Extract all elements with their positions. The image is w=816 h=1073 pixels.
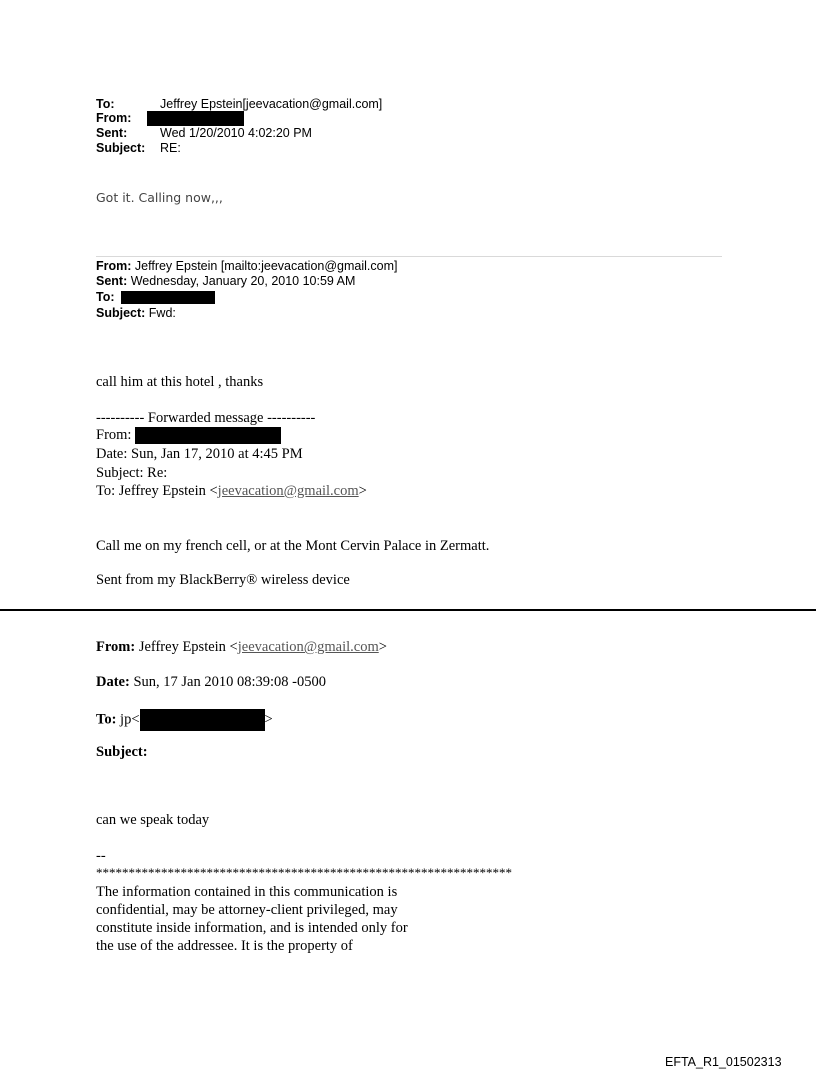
fwd-date: Date: Sun, Jan 17, 2010 at 4:45 PM xyxy=(96,446,303,462)
orig-body: can we speak today xyxy=(96,812,210,828)
subject-value-2: Fwd: xyxy=(145,306,176,320)
orig-subject-label: Subject: xyxy=(96,744,148,760)
orig-date-row xyxy=(96,674,326,691)
call-body: Call me on my french cell, or at the Mont Cervin Palace in Zermatt. xyxy=(96,538,490,554)
forwarded-marker: ---------- Forwarded message ---------- xyxy=(96,410,316,426)
section-divider xyxy=(0,609,816,611)
disclaimer-line: the use of the addressee. It is the property of xyxy=(96,938,353,954)
signature-dashes: -- xyxy=(96,848,106,864)
from-row xyxy=(96,111,244,126)
sent-label-2: Sent: xyxy=(96,274,128,288)
fwd-from-label: From: xyxy=(96,427,136,443)
orig-date-value: Sun, 17 Jan 2010 08:39:08 -0500 xyxy=(129,674,326,690)
disclaimer-line: confidential, may be attorney-client privileged, may xyxy=(96,902,398,918)
subject-row-2 xyxy=(96,307,176,321)
to-label-2: To: xyxy=(96,290,115,304)
blackberry-signature: Sent from my BlackBerry® wireless device xyxy=(96,572,350,588)
sent-value-2: Wednesday, January 20, 2010 10:59 AM xyxy=(127,274,356,288)
orig-to-suffix: > xyxy=(264,711,273,728)
orig-from-row xyxy=(96,639,387,656)
disclaimer-line: constitute inside information, and is intended only for xyxy=(96,920,408,936)
redaction-box xyxy=(140,709,265,731)
from-label: From: xyxy=(96,111,132,125)
fwd-from-row xyxy=(96,427,281,444)
orig-to-label: To: xyxy=(96,711,117,728)
to-label: To: xyxy=(96,97,115,111)
to-row-2 xyxy=(96,291,215,305)
orig-to-prefix: jp< xyxy=(116,711,140,728)
redaction-box xyxy=(147,111,244,126)
fwd-subject: Subject: Re: xyxy=(96,465,168,481)
asterisk-line: **************************************************************** xyxy=(96,865,512,880)
subject-label: Subject: xyxy=(96,141,146,155)
fwd-to-suffix: > xyxy=(358,483,367,499)
orig-from-suffix: > xyxy=(378,639,387,655)
orig-subject-row xyxy=(96,744,148,761)
forward-note: call him at this hotel , thanks xyxy=(96,374,264,390)
disclaimer-line: The information contained in this communication is xyxy=(96,884,398,900)
subject-value: RE: xyxy=(160,141,181,155)
redaction-box xyxy=(135,427,281,444)
fwd-to-prefix: To: Jeffrey Epstein < xyxy=(96,483,218,499)
orig-from-label: From: xyxy=(96,639,136,655)
sent-value: Wed 1/20/2010 4:02:20 PM xyxy=(160,126,312,140)
sent-row xyxy=(96,126,312,140)
orig-from-prefix: Jeffrey Epstein < xyxy=(135,639,238,655)
from-label-2: From: xyxy=(96,259,132,273)
orig-to-row xyxy=(96,709,273,731)
email-link[interactable]: jeevacation@gmail.com xyxy=(217,483,359,499)
orig-date-label: Date: xyxy=(96,674,130,690)
email-link[interactable]: jeevacation@gmail.com xyxy=(237,639,379,655)
to-value: Jeffrey Epstein[jeevacation@gmail.com] xyxy=(160,97,383,111)
reply-body: Got it. Calling now,,, xyxy=(96,190,223,205)
sent-row-2 xyxy=(96,275,355,289)
redaction-box xyxy=(121,291,215,304)
fwd-to-row xyxy=(96,483,367,500)
subject-row xyxy=(96,141,181,155)
from-value-2: Jeffrey Epstein [mailto:jeevacation@gmail.com] xyxy=(131,259,398,273)
sent-label: Sent: xyxy=(96,126,128,140)
header-divider xyxy=(96,256,722,257)
subject-label-2: Subject: xyxy=(96,306,146,320)
from-row-2 xyxy=(96,260,397,274)
to-row xyxy=(96,97,382,111)
document-id: EFTA_R1_01502313 xyxy=(665,1055,782,1069)
